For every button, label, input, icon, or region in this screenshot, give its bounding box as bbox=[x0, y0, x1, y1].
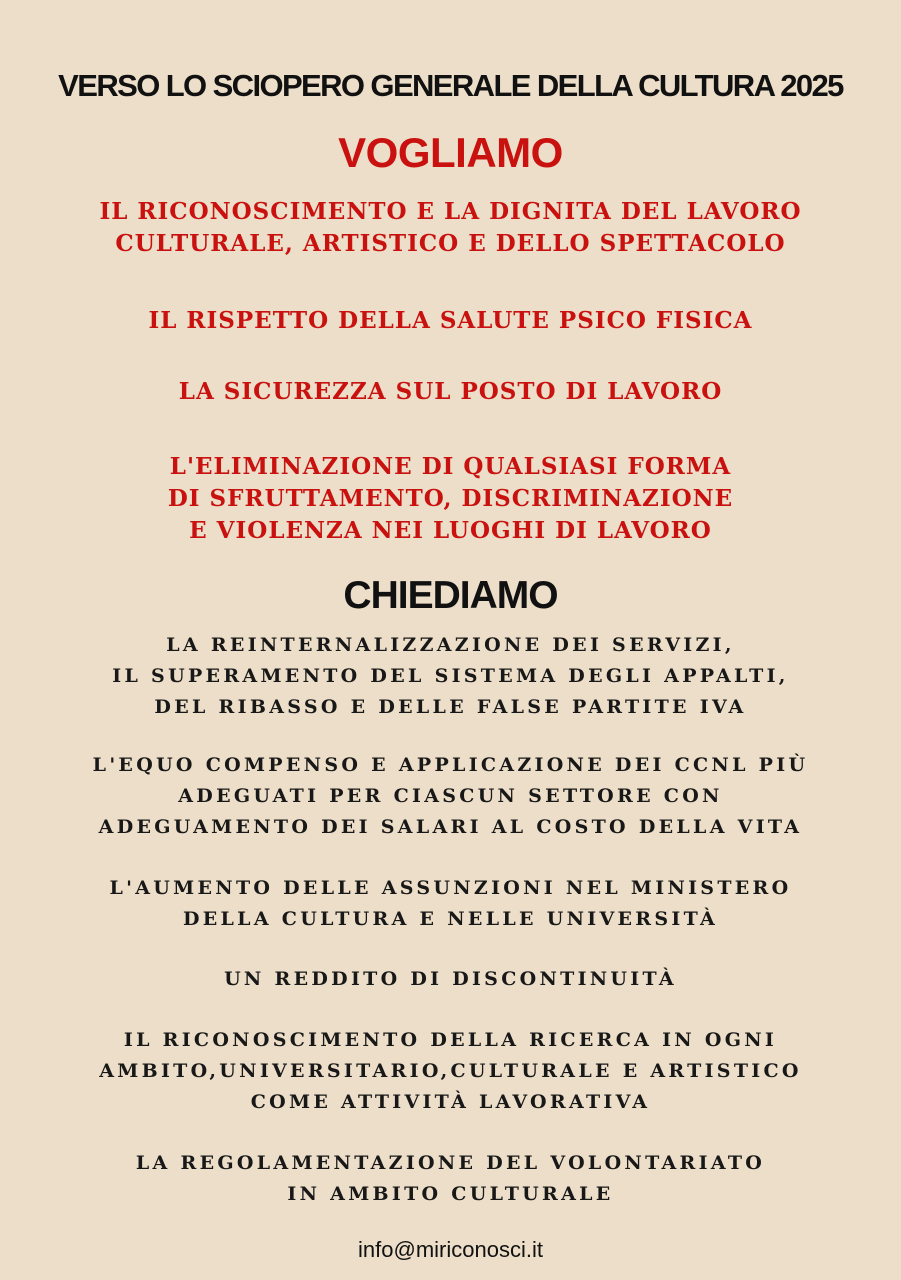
chiediamo-item: IL RICONOSCIMENTO DELLA RICERCA IN OGNI AMBITO,UNIVERSITARIO,CULTURALE E ARTISTICO COME ATTIVITÀ LAVORATIVA bbox=[99, 1029, 802, 1113]
chiediamo-item: LA REGOLAMENTAZIONE DEL VOLONTARIATO IN AMBITO CULTURALE bbox=[135, 1152, 766, 1205]
vogliamo-item: IL RICONOSCIMENTO E LA DIGNITA DEL LAVORO CULTURALE, ARTISTICO E DELLO SPETTACOLO bbox=[99, 198, 802, 257]
chiediamo-heading: CHIEDIAMO bbox=[343, 574, 558, 617]
contact-email[interactable]: info@miriconosci.it bbox=[358, 1237, 543, 1262]
poster-title: VERSO LO SCIOPERO GENERALE DELLA CULTURA 2025 bbox=[58, 68, 843, 103]
vogliamo-item: IL RISPETTO DELLA SALUTE PSICO FISICA bbox=[148, 307, 753, 334]
chiediamo-item: L'AUMENTO DELLE ASSUNZIONI NEL MINISTERO DELLA CULTURA E NELLE UNIVERSITÀ bbox=[109, 877, 792, 930]
vogliamo-item: LA SICUREZZA SUL POSTO DI LAVORO bbox=[178, 378, 723, 405]
vogliamo-heading: VOGLIAMO bbox=[338, 129, 563, 176]
chiediamo-item: L'EQUO COMPENSO E APPLICAZIONE DEI CCNL PIÙ ADEGUATI PER CIASCUN SETTORE CON ADEGUAMENTO DEI SALARI AL COSTO DELLA VITA bbox=[92, 754, 809, 838]
chiediamo-item: UN REDDITO DI DISCONTINUITÀ bbox=[224, 968, 677, 990]
chiediamo-item: LA REINTERNALIZZAZIONE DEI SERVIZI, IL SUPERAMENTO DEL SISTEMA DEGLI APPALTI, DEL RIBASSO E DELLE FALSE PARTITE IVA bbox=[112, 634, 789, 718]
vogliamo-item: L'ELIMINAZIONE DI QUALSIASI FORMA DI SFRUTTAMENTO, DISCRIMINAZIONE E VIOLENZA NEI LUOGHI DI LAVORO bbox=[167, 453, 734, 544]
